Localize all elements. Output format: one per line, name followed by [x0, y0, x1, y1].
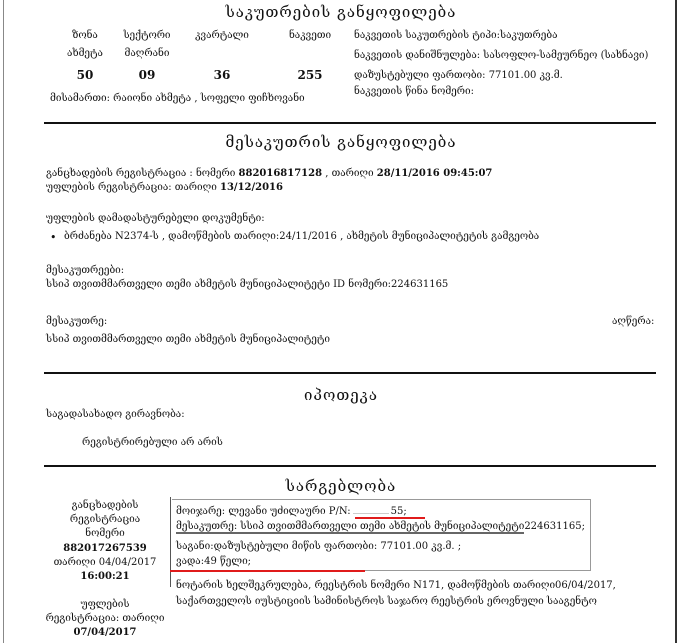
scan-edge-right [675, 0, 677, 643]
remark-label: აღწერა: [612, 316, 655, 327]
owner-section-title: მესაკუთრის განყოფილება [225, 133, 457, 151]
parcel-value: 255 [297, 68, 323, 82]
redaction-mark [353, 513, 389, 514]
owner-value: სსიპ თვითმმართველი თემი ახმეტის მუნიციპალიტეტი [46, 334, 330, 345]
zone-sub: ახმეტა [67, 48, 103, 59]
usage-app-date: თარიღი 04/04/2017 [53, 557, 157, 568]
tax-lien-label: საგადასახადო გირავნობა: [46, 409, 185, 420]
notary-line-2: საქართველოს იუსტიციის სამინისტროს საჯარო რეესტრის ეროვნული სააგენტო [176, 596, 597, 607]
quarter-value: 36 [213, 68, 231, 82]
usage-app-l3: ნომერი [85, 528, 125, 539]
usage-owner-line: მესაკუთრე: სსიპ თვითმმართველი თემი ახმეტის მუნიციპალიტეტი224631165; [176, 521, 585, 532]
property-section-title: საკუთრების განყოფილება [225, 3, 457, 21]
usage-term-line: ვადა:49 წელი; [176, 556, 252, 567]
quarter-label: კვარტალი [195, 30, 249, 41]
red-underline [170, 570, 365, 572]
application-registration: განცხადების რეგისტრაცია : ნომერი 882016817128 , თარიღი 28/11/2016 09:45:07 [46, 168, 493, 179]
usage-reg-l2: რეგისტრაცია: თარიღი [45, 613, 165, 624]
zone-label: ზონა [72, 30, 98, 41]
application-date: 28/11/2016 09:45:07 [376, 168, 493, 179]
usage-left-box-edge [170, 497, 171, 587]
sector-sub: მაღრანი [124, 48, 170, 59]
usage-reg-l1: უფლების [80, 599, 130, 610]
usage-section-title: სარგებლობა [285, 477, 397, 495]
usage-reg-date: 07/04/2017 [73, 627, 137, 638]
red-mark-top [355, 517, 425, 519]
parcel-ownership-type: ნაკვეთის საკუთრების ტიპი:საკუთრება [354, 30, 558, 41]
right-registration: უფლების რეგისტრაცია: თარიღი 13/12/2016 [46, 182, 283, 193]
divider-1 [44, 122, 656, 124]
owners-label: მესაკუთრეები: [46, 265, 125, 276]
tax-lien-value: რეგისტრირებული არ არის [82, 437, 223, 448]
right-document-label: უფლების დამადასტურებელი დოკუმენტი: [46, 213, 265, 224]
scan-edge-left [3, 0, 4, 643]
usage-app-l1: განცხადების [71, 500, 139, 511]
divider-3 [44, 465, 656, 467]
parcel-previous-number: ნაკვეთის წინა ნომერი: [354, 86, 474, 97]
right-document-item: • ბრძანება N2374-ს , დამოწმების თარიღი:24/11/2016 , ახმეტის მუნიციპალიტეტის გამგეობა [64, 231, 539, 242]
sector-label: სექტორი [123, 30, 171, 41]
parcel-area: დაზუსტებული ფართობი: 77101.00 კვ.მ. [354, 70, 563, 81]
zone-value: 50 [76, 68, 94, 82]
application-number: 882016817128 [238, 168, 323, 179]
lessee-line: მოიჯარე: ლევანი უძილაური P/N: 55; [176, 506, 407, 517]
owners-value: სსიპ თვითმმართველი თემი ახმეტის მუნიციპალიტეტი ID ნომერი:224631165 [46, 279, 449, 290]
parcel-purpose: ნაკვეთის დანიშნულება: სასოფლო-სამეურნეო (სახნავი) [354, 50, 649, 61]
usage-app-time: 16:00:21 [80, 571, 130, 582]
owner-label: მესაკუთრე: [46, 316, 108, 327]
sector-value: 09 [138, 68, 156, 82]
mortgage-section-title: იპოთეკა [304, 386, 378, 404]
parcel-label: ნაკვეთი [288, 30, 332, 41]
usage-app-number: 882017267539 [63, 543, 147, 554]
usage-app-l2: რეგისტრაცია [69, 514, 141, 525]
usage-subject-line: საგანი:დაზუსტებული მიწის ფართობი: 77101.00 კვ.მ. ; [176, 541, 462, 552]
property-address: მისამართი: რაიონი ახმეტა , სოფელი ფიჩხოვანი [50, 93, 305, 104]
notary-line-1: ნოტარის ხელშეკრულება, რეესტრის ნომერი N171, დამოწმების თარიღი06/04/2017, [176, 580, 616, 591]
right-registration-date: 13/12/2016 [220, 182, 283, 193]
divider-2 [44, 372, 656, 374]
